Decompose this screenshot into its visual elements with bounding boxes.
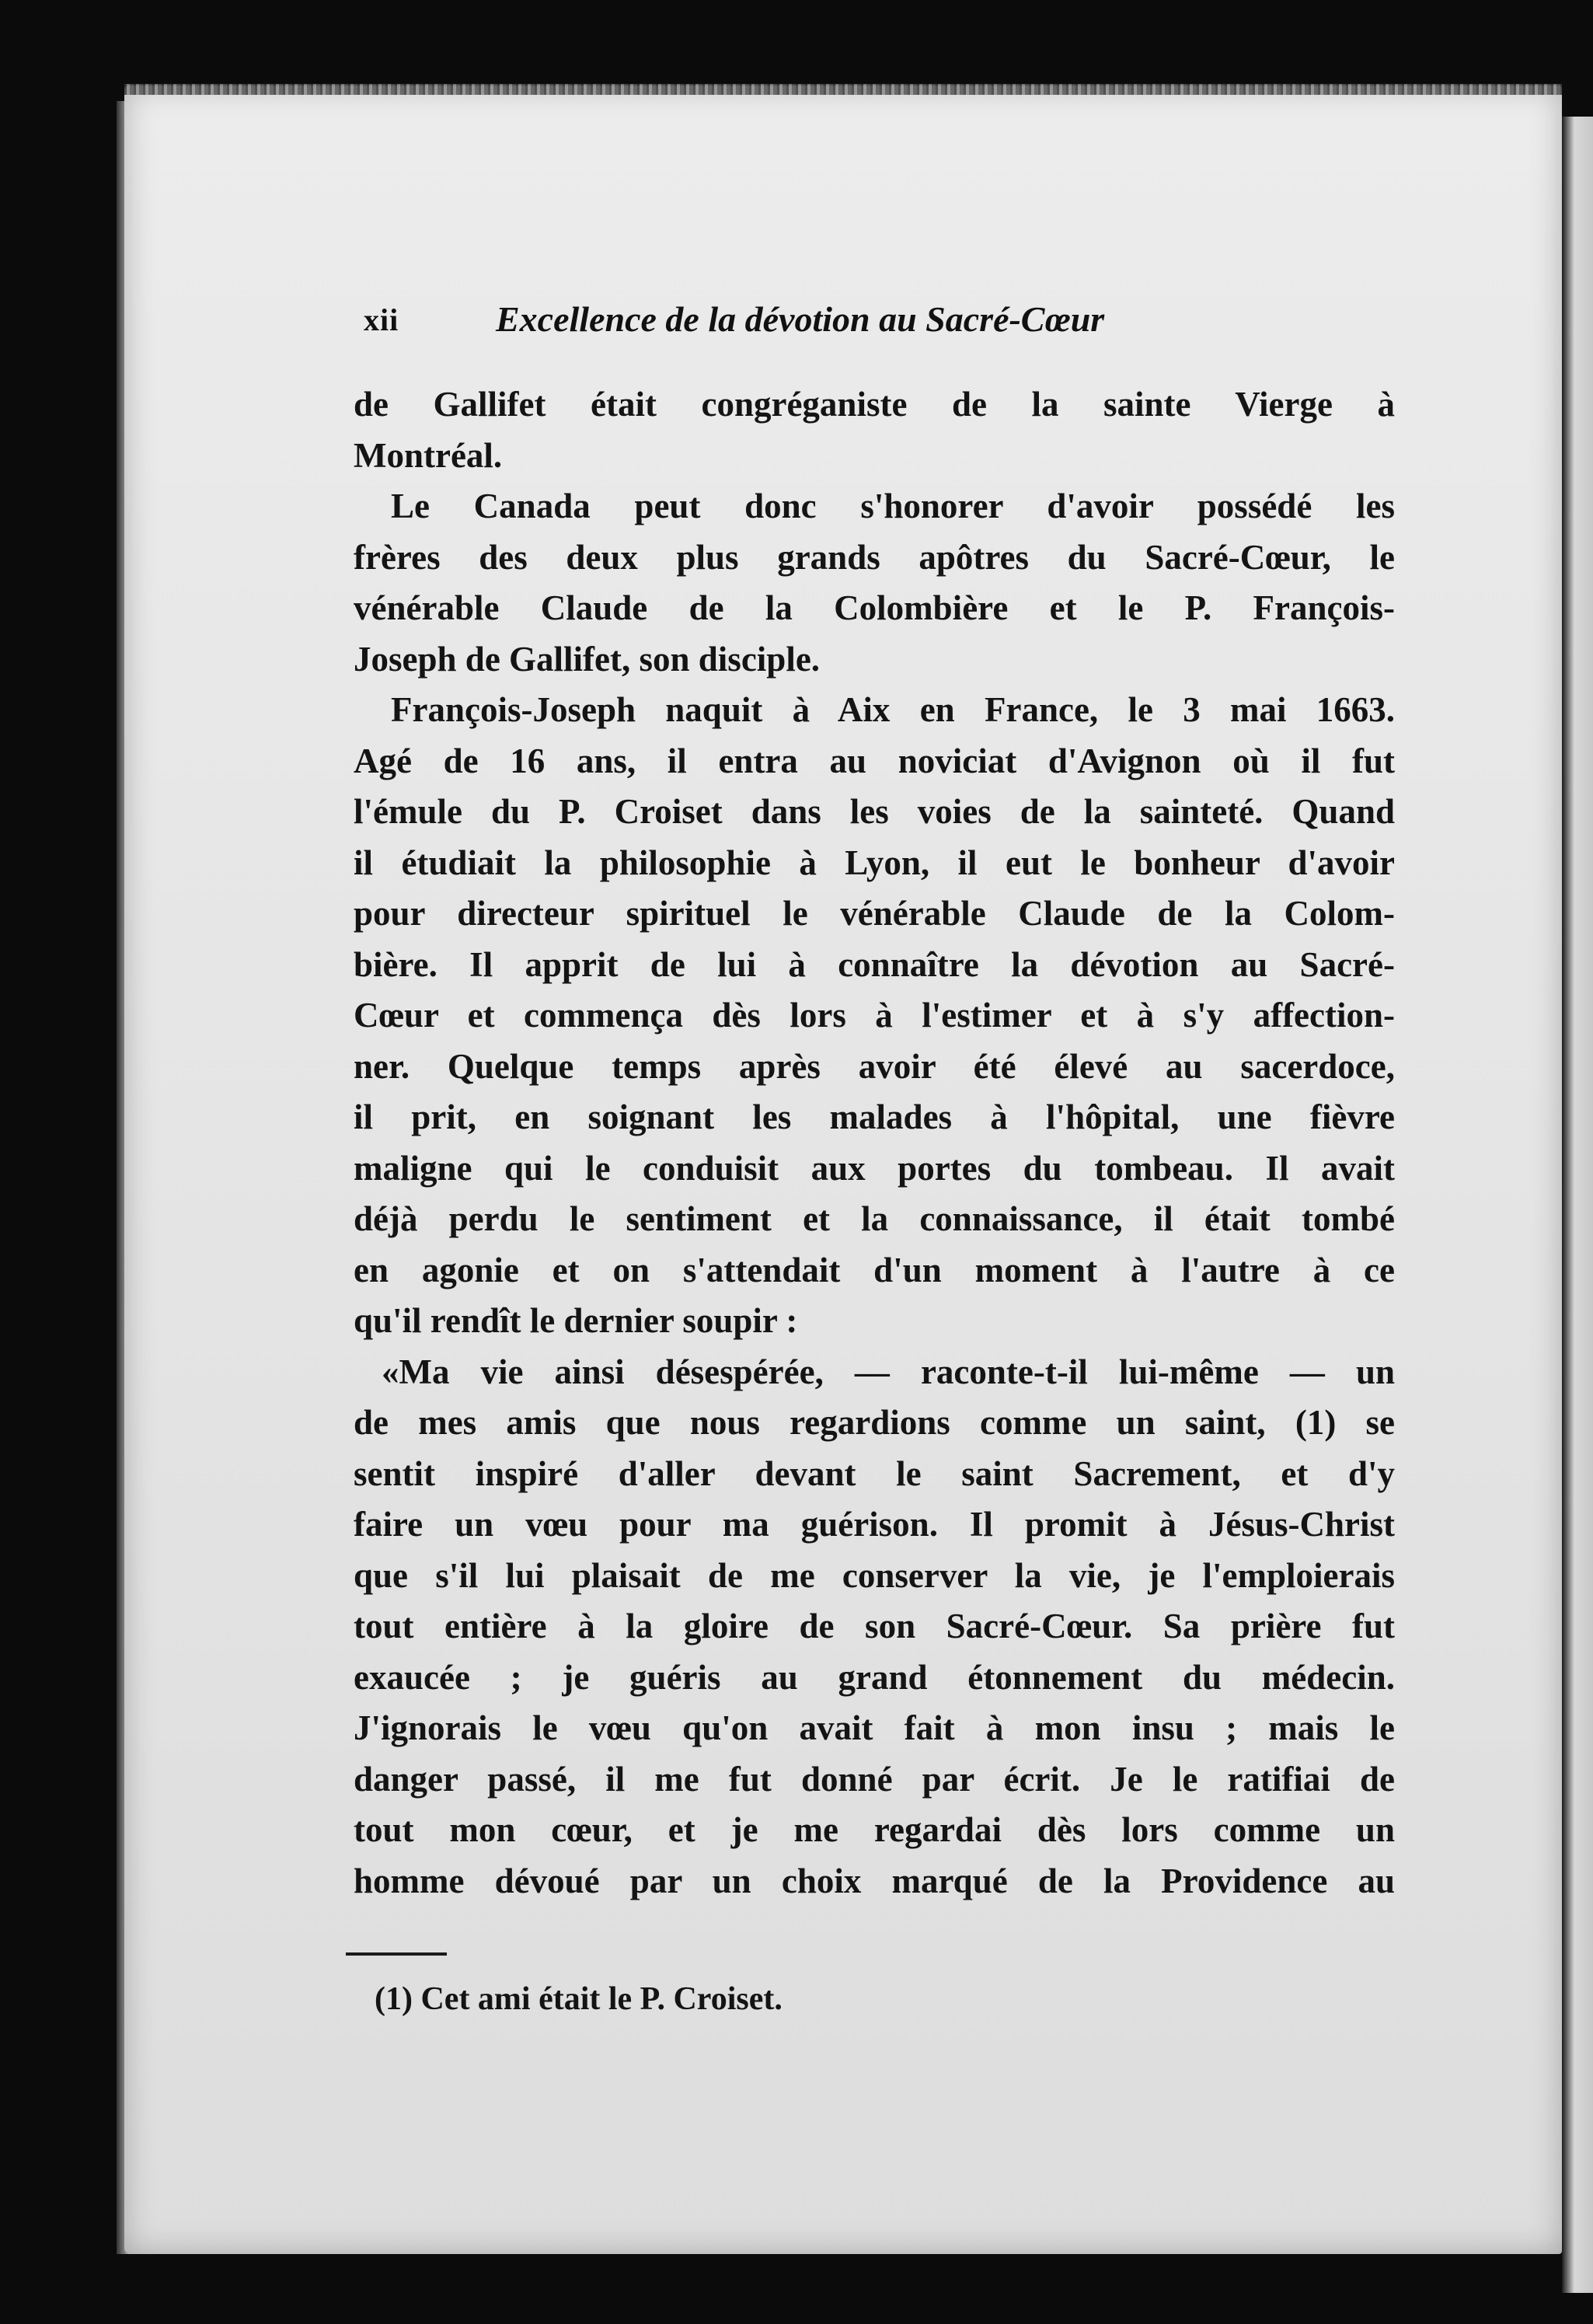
facing-page-edge [1562,117,1593,2293]
running-head [364,299,1420,348]
text-line: Montréal. [354,435,503,475]
text-line: Cœur et commença dès lors à l'estimer et à s'y affection- [354,996,1395,1035]
text-line: tout entière à la gloire de son Sacré-Cœur. Sa prière fut [354,1607,1395,1645]
text-line: François-Joseph naquit à Aix en France, le 3 mai 1663. [391,690,1395,729]
text-line: J'ignorais le vœu qu'on avait fait à mon insu ; mais le [354,1708,1395,1747]
text-line: sentit inspiré d'aller devant le saint Sacrement, et d'y [354,1453,1395,1493]
text-line: Le Canada peut donc s'honorer d'avoir possédé les [391,487,1395,525]
text-line: il prit, en soignant les malades à l'hôpital, une fièvre [354,1097,1395,1136]
text-line: «Ma vie ainsi désespérée, — raconte-t-il lui-même — un [382,1352,1395,1391]
page-top-edge [124,84,1562,95]
text-line: pour directeur spirituel le vénérable Claude de la Colom- [354,894,1395,933]
text-line: l'émule du P. Croiset dans les voies de la sainteté. Quand [354,792,1395,831]
text-line: de mes amis que nous regardions comme un saint, (1) se [354,1403,1395,1442]
text-line: qu'il rendît le dernier soupir : [354,1301,798,1340]
text-line: déjà perdu le sentiment et la connaissance, il était tombé [354,1199,1395,1238]
text-line: que s'il lui plaisait de me conserver la vie, je l'emploierais [354,1555,1395,1595]
running-title: Excellence de la dévotion au Sacré-Cœur [496,299,1105,339]
text-line: en agonie et on s'attendait d'un moment à l'autre à ce [354,1250,1395,1289]
page-number: xii [364,302,399,337]
body-text [354,379,1395,1907]
footnote-divider [346,1952,447,1956]
text-line: frères des deux plus grands apôtres du Sacré-Cœur, le [354,537,1395,577]
text-line: maligne qui le conduisit aux portes du tombeau. Il avait [354,1148,1395,1188]
text-line: de Gallifet était congréganiste de la sainte Vierge à [354,385,1395,424]
text-line: ner. Quelque temps après avoir été élevé au sacerdoce, [354,1046,1395,1086]
text-line: il étudiait la philosophie à Lyon, il eut le bonheur d'avoir [354,843,1395,882]
text-line: tout mon cœur, et je me regardai dès lors comme un [354,1810,1395,1849]
text-line: faire un vœu pour ma guérison. Il promit à Jésus-Christ [354,1505,1395,1544]
text-line: homme dévoué par un choix marqué de la Providence au [354,1861,1395,1900]
text-line: Agé de 16 ans, il entra au noviciat d'Avignon où il fut [354,741,1395,780]
text-line: exaucée ; je guéris au grand étonnement du médecin. [354,1657,1395,1697]
text-line: danger passé, il me fut donné par écrit. Je le ratifiai de [354,1759,1395,1799]
text-line: bière. Il apprit de lui à connaître la dévotion au Sacré- [354,944,1395,984]
footnote: (1) Cet ami était le P. Croiset. [375,1981,783,2017]
text-line: Joseph de Gallifet, son disciple. [354,639,821,679]
text-line: vénérable Claude de la Colombière et le P. François- [354,588,1395,627]
